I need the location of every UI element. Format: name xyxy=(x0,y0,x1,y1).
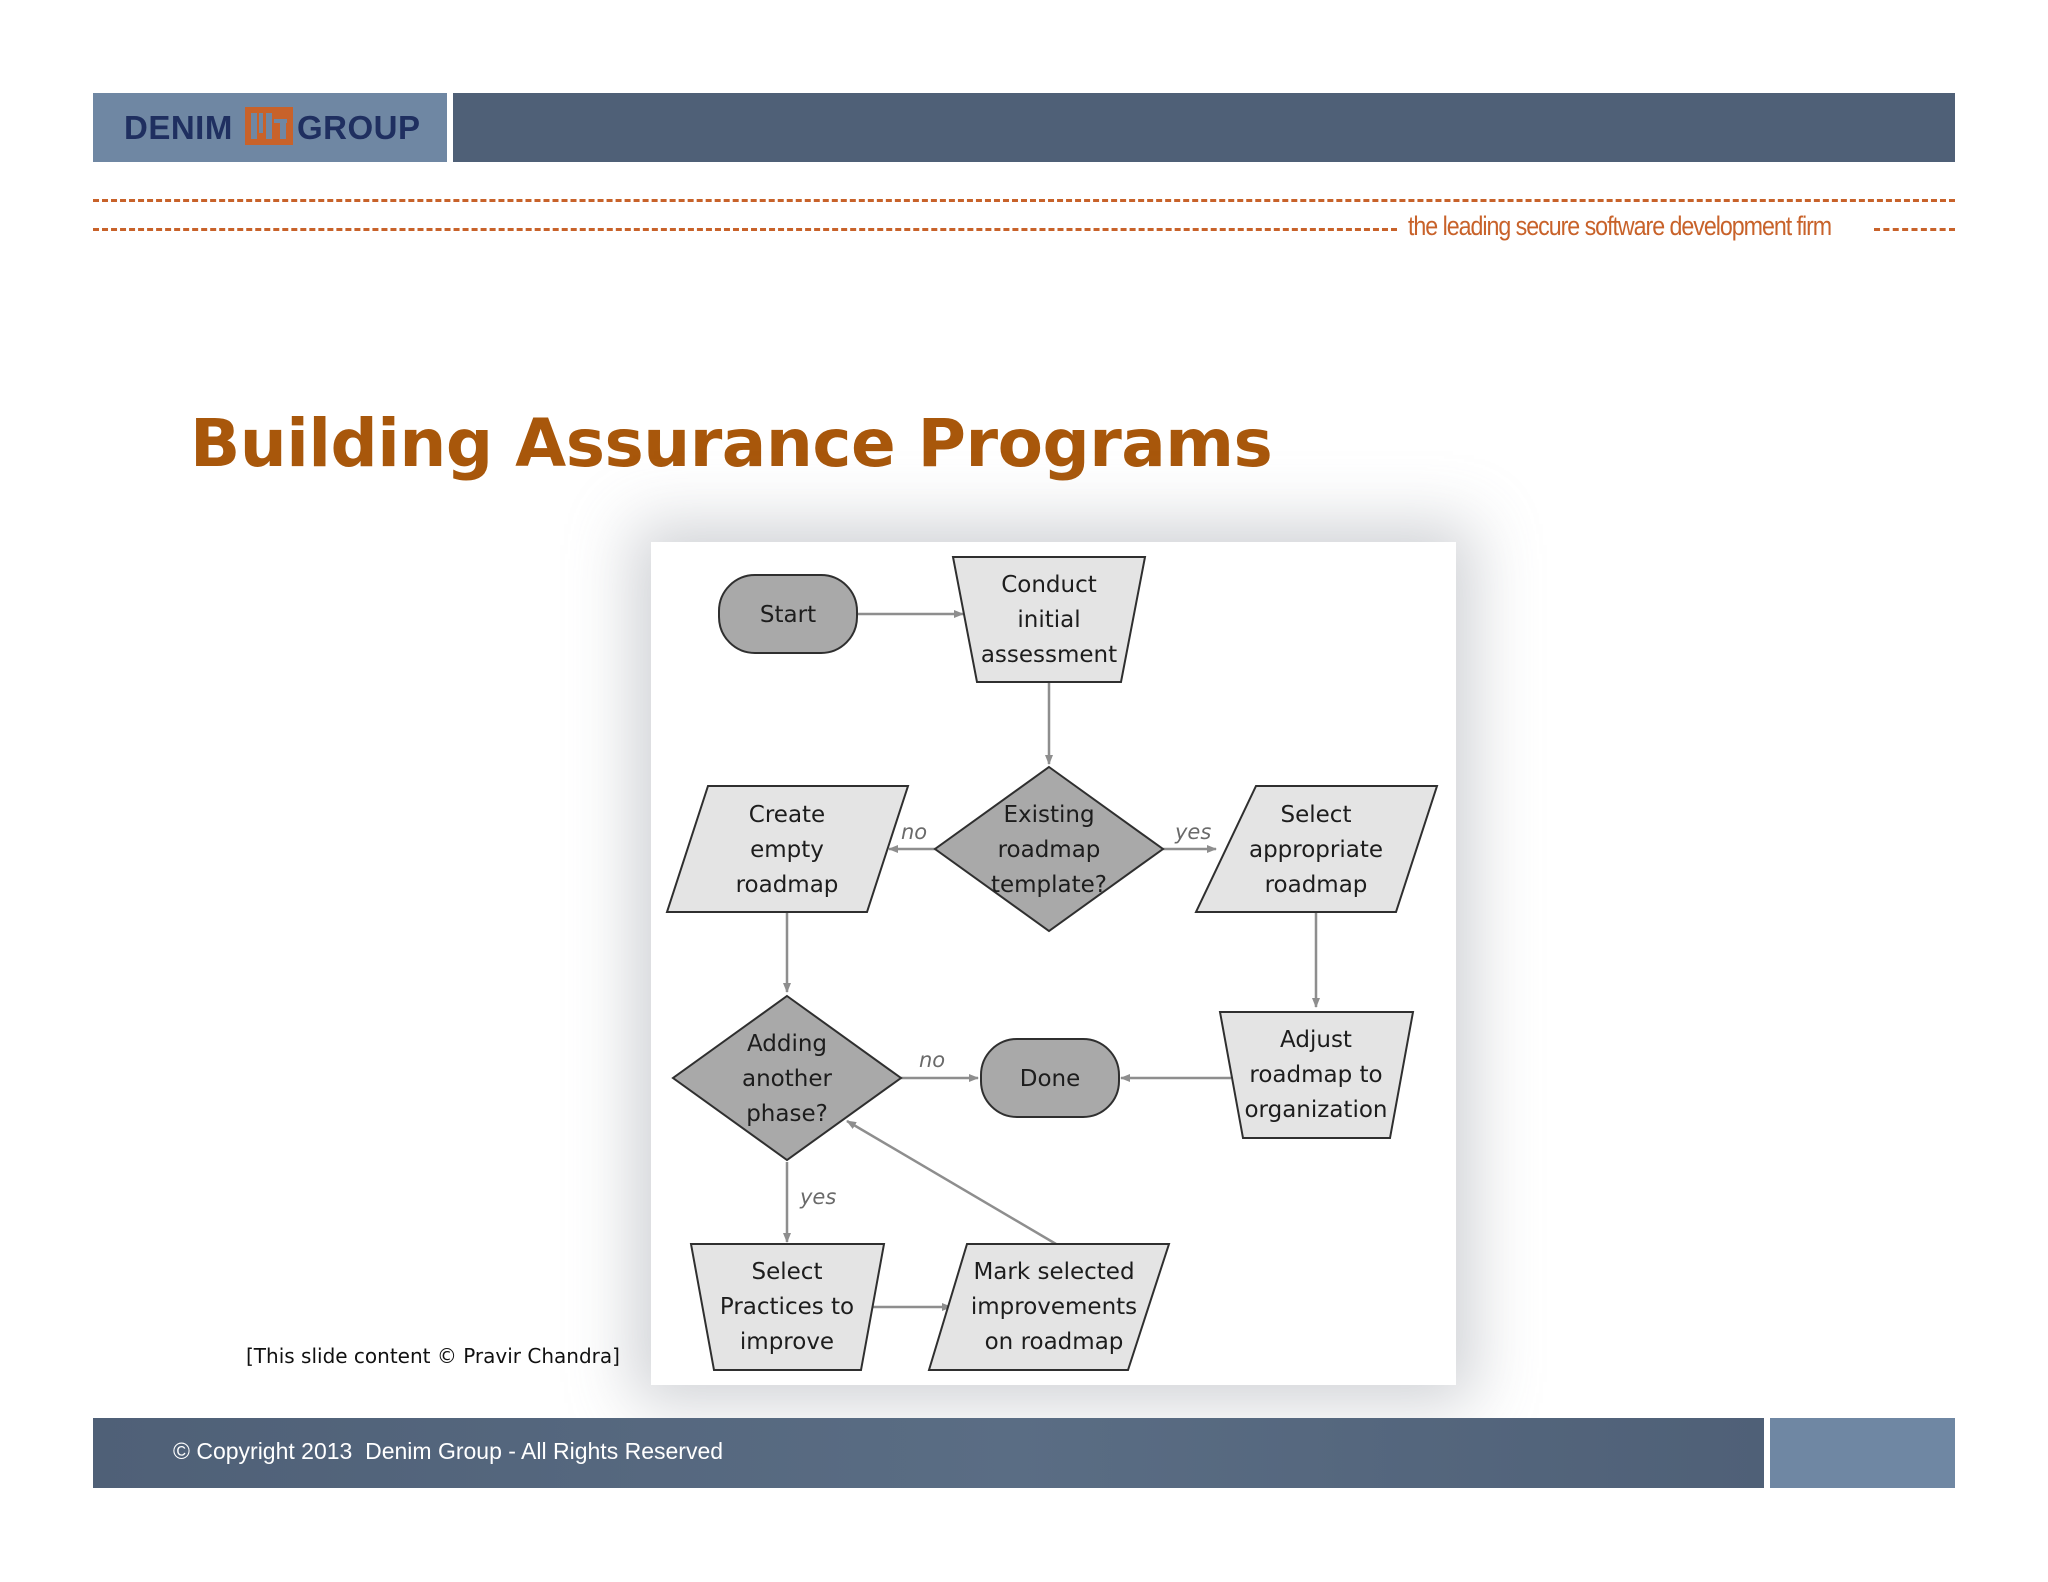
label-done: Done xyxy=(1019,1066,1081,1092)
label-conduct-line1: Conduct xyxy=(1001,572,1097,598)
label-adjust-line2: roadmap to xyxy=(1249,1062,1383,1088)
label-mark-line2: improvements xyxy=(970,1294,1138,1320)
dashed-rule-left xyxy=(93,228,1397,231)
label-existing-line2: roadmap xyxy=(997,837,1101,863)
label-select-practices-line2: Practices to xyxy=(719,1294,855,1320)
label-mark-line1: Mark selected xyxy=(973,1259,1135,1285)
label-select-practices-line3: improve xyxy=(739,1329,835,1355)
label-conduct-line3: assessment xyxy=(980,642,1118,668)
copyright-text: © Copyright 2013 Denim Group - All Rights Reserved xyxy=(173,1438,724,1464)
edge-label-existing-yes: yes xyxy=(1175,820,1212,844)
label-adding-line2: another xyxy=(742,1066,832,1092)
dashed-rule-top xyxy=(93,199,1955,202)
label-select-roadmap-line3: roadmap xyxy=(1264,872,1368,898)
logo xyxy=(93,93,447,162)
logo-text-right: GROUP xyxy=(297,109,421,146)
label-create-line1: Create xyxy=(748,802,826,828)
label-conduct-line2: initial xyxy=(1017,607,1081,633)
label-adjust-line3: organization xyxy=(1244,1097,1388,1123)
logo-text-left: DENIM xyxy=(124,109,233,146)
label-existing-line3: template? xyxy=(990,872,1108,898)
flowchart xyxy=(651,542,1456,1385)
label-select-roadmap-line2: appropriate xyxy=(1248,837,1384,863)
label-select-practices-line1: Select xyxy=(751,1259,823,1285)
edge-label-adding-yes: yes xyxy=(800,1185,837,1209)
slide-credit: [This slide content © Pravir Chandra] xyxy=(246,1344,620,1368)
label-mark-line3: on roadmap xyxy=(984,1329,1124,1355)
flowchart-frame xyxy=(651,542,1456,1385)
denim-group-logo-icon xyxy=(245,107,293,145)
tagline: the leading secure software development firm xyxy=(1408,211,1832,241)
label-adding-line3: phase? xyxy=(746,1101,828,1127)
label-create-line2: empty xyxy=(750,837,824,863)
label-existing-line1: Existing xyxy=(1003,802,1095,828)
footer-bar xyxy=(93,1418,1764,1488)
edge-label-adding-no: no xyxy=(919,1048,946,1072)
label-adjust-line1: Adjust xyxy=(1280,1027,1352,1053)
header-bar xyxy=(453,93,1955,162)
label-start: Start xyxy=(759,602,817,628)
edge-mark-to-adding xyxy=(847,1121,1056,1244)
edge-label-existing-no: no xyxy=(901,820,928,844)
label-create-line3: roadmap xyxy=(735,872,839,898)
label-adding-line1: Adding xyxy=(746,1031,828,1057)
footer-block xyxy=(1770,1418,1955,1488)
slide-title: Building Assurance Programs xyxy=(190,405,1273,482)
label-select-roadmap-line1: Select xyxy=(1280,802,1352,828)
dashed-rule-right xyxy=(1874,228,1955,231)
